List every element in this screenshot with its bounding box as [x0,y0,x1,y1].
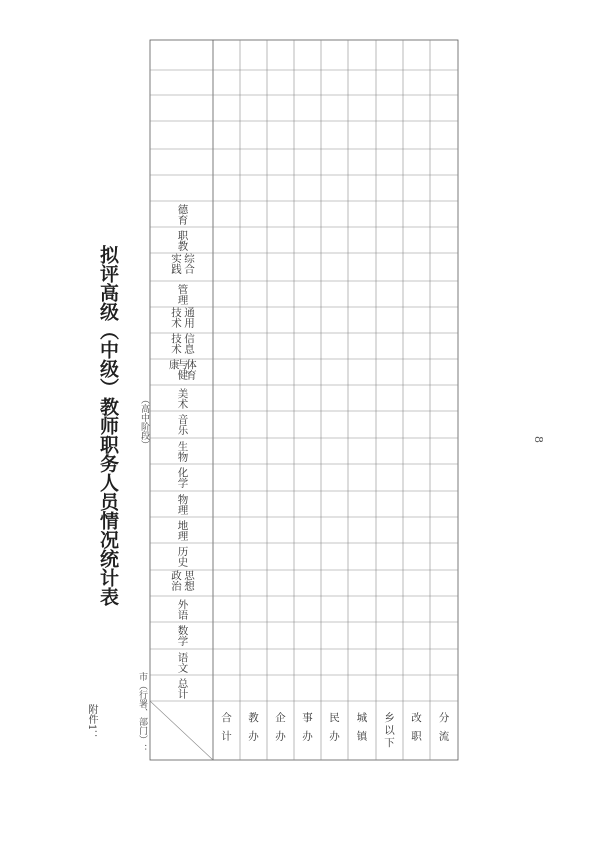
column-header: 管理 [176,283,189,305]
column-header: 音乐 [176,414,189,435]
row-header: 城镇 [355,712,368,749]
column-header: 信息技术 [170,333,195,354]
column-header: 思想政治 [170,570,195,591]
column-header: 美术 [176,387,189,409]
column-header: 职教 [176,229,189,251]
column-header: 数学 [176,625,189,646]
column-header: 德育 [176,203,189,225]
column-header: 综合实践 [170,253,195,274]
column-header: 总计 [176,677,189,699]
page-number: 8 [532,436,545,443]
column-header: 通用技术 [170,307,195,328]
column-header: 化学 [176,467,189,488]
row-header: 分流 [437,712,450,749]
column-header: 历史 [176,546,189,567]
unit-label: 市（行署、部门）： [137,672,147,753]
row-header: 合计 [220,712,232,749]
row-header: 改职 [410,712,422,749]
row-header: 乡以下 [383,711,395,750]
stage-label: （高中阶段） [139,395,149,449]
row-header: 民办 [328,712,340,749]
row-header: 企办 [274,712,286,749]
column-header: 地理 [176,519,189,541]
corner-diagonal [150,701,213,760]
column-header: 生物 [176,440,189,462]
column-header: 体育与健康 [167,359,198,380]
column-header: 语文 [176,651,189,673]
page-title: 拟评高级（中级）教师职务人员情况统计表 [97,245,119,606]
attachment-label: 附件1： [86,704,97,741]
row-header: 教办 [247,712,259,749]
column-header: 外语 [176,598,189,620]
row-header: 事办 [301,712,313,749]
column-header: 物理 [176,493,189,515]
